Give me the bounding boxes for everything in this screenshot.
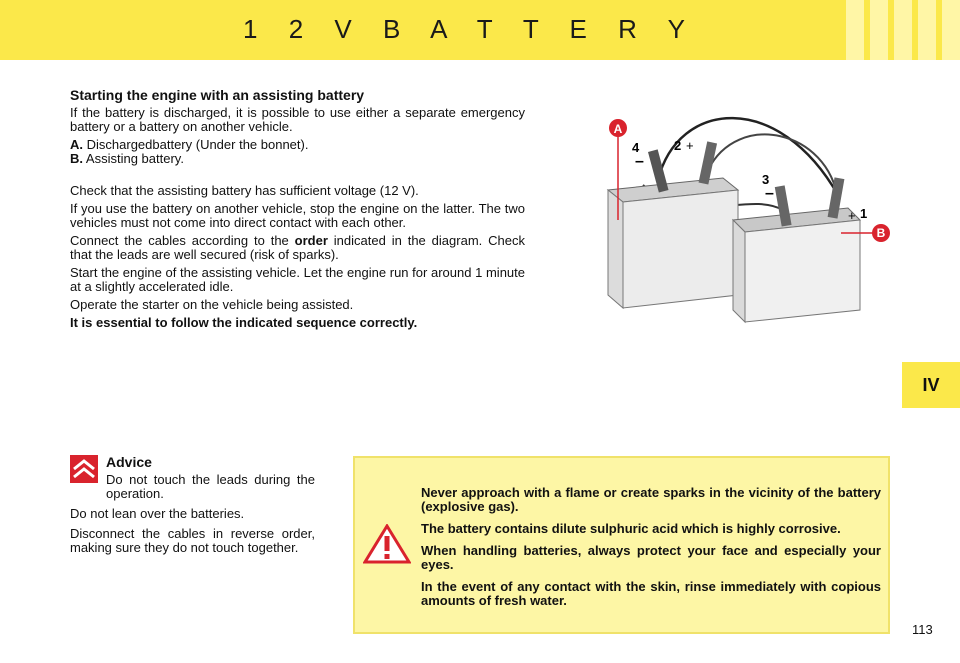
paragraph-sequence: It is essential to follow the indicated sequence correctly. (70, 315, 418, 330)
battery-b (745, 220, 860, 322)
paragraph-other-vehicle: If you use the battery on another vehicle, stop the engine on the latter. The two vehicles must not come into direct contact with each other. (70, 201, 525, 230)
label-3: 3 (762, 172, 770, 187)
minus-sign-b: – (765, 185, 774, 202)
minus-sign-a: – (635, 153, 644, 170)
item-a (70, 138, 525, 152)
header-stripes (846, 0, 960, 60)
advice-p3: Disconnect the cables in reverse order, making sure they do not touch together. (70, 526, 315, 555)
warning-acid: The battery contains dilute sulphuric acid which is highly corrosive. (421, 521, 841, 536)
advice-p2: Do not lean over the batteries. (70, 506, 245, 521)
label-1: 1 (860, 206, 868, 221)
label-2: 2 (674, 138, 682, 153)
warning-rinse: In the event of any contact with the skin, rinse immediately with copious amounts of fresh water. (421, 579, 881, 608)
item-b (70, 152, 525, 166)
citroen-chevron-icon (70, 455, 98, 483)
plus-sign-b: + (848, 208, 856, 223)
warning-protect: When handling batteries, always protect your face and especially your eyes. (421, 543, 881, 572)
item-a-text: Dischargedbattery (Under the bonnet). (86, 137, 309, 152)
callout-b-label: B (876, 226, 886, 240)
item-b-label: B. (70, 151, 83, 166)
warning-box (353, 456, 890, 634)
item-b-text: Assisting battery. (85, 151, 184, 166)
page-title: 1 2 V B A T T E R Y (243, 14, 697, 44)
label-4: 4 (632, 140, 640, 155)
advice-p1: Do not touch the leads during the operation. (106, 472, 315, 501)
warning-text (421, 486, 881, 616)
section-tab[interactable]: IV (902, 362, 960, 408)
battery-diagram (598, 90, 873, 325)
intro-paragraph: If the battery is discharged, it is possible to use either a separate emergency battery or a battery on another vehicle. (70, 105, 525, 134)
callout-b (872, 224, 890, 242)
paragraph-voltage: Check that the assisting battery has sufficient voltage (12 V). (70, 183, 419, 198)
warning-flame: Never approach with a flame or create sparks in the vicinity of the battery (explosive gas). (421, 485, 881, 514)
header-band (0, 0, 960, 60)
paragraph-start-engine: Start the engine of the assisting vehicle. Let the engine run for around 1 minute at a slightly accelerated idle. (70, 265, 525, 294)
clamp-2 (699, 141, 718, 184)
callout-a-label: A (613, 122, 623, 136)
section-heading: Starting the engine with an assisting battery (70, 87, 365, 103)
order-emphasis: order (294, 233, 328, 248)
battery-a (623, 190, 738, 308)
main-text (70, 88, 525, 334)
plus-sign-a: + (686, 138, 694, 153)
page-number: 113 (912, 622, 933, 637)
warning-triangle-icon (363, 524, 411, 564)
paragraph-starter: Operate the starter on the vehicle being assisted. (70, 297, 354, 312)
item-a-label: A. (70, 137, 83, 152)
paragraph-connect: Connect the cables according to the order indicated in the diagram. Check that the leads are well secured (risk of sparks). (70, 233, 525, 262)
advice-title: Advice (106, 454, 152, 470)
advice-box (70, 455, 315, 561)
